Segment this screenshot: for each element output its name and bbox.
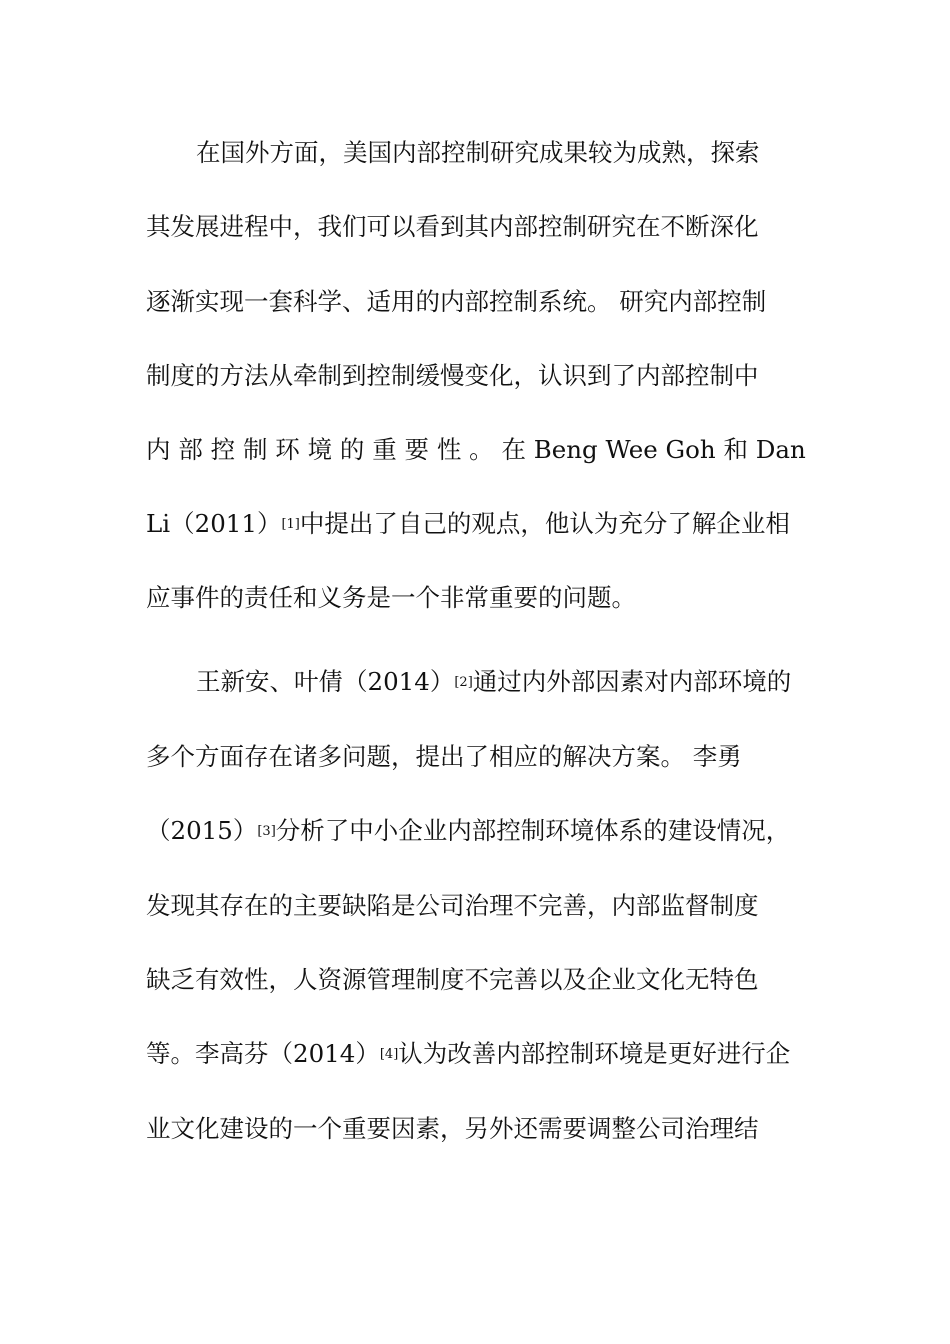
citation-1: [1] xyxy=(281,517,300,532)
paragraph-2-line-2: 多个方面存在诸多问题，提出了相应的解决方案。 李勇 xyxy=(146,742,742,771)
line-5-token: 环 xyxy=(275,435,300,464)
line-5-token: 重 xyxy=(372,435,397,464)
paragraph-1-line-2: 其发展进程中，我们可以看到其内部控制研究在不断深化 xyxy=(146,212,759,241)
paragraph-2-line-4: 发现其存在的主要缺陷是公司治理不完善，内部监督制度 xyxy=(146,891,759,920)
line-6-text-end: 中提出了自己的观点，他认为充分了解企业相 xyxy=(299,509,790,538)
p2-line-3-text-start: （2015） xyxy=(146,816,258,845)
line-5-token: 的 xyxy=(339,435,365,464)
line-5-token: Dan xyxy=(755,435,806,464)
paragraph-1-line-5 xyxy=(146,430,806,470)
p2-line-6-text-end: 认为改善内部控制环境是更好进行企 xyxy=(398,1039,791,1068)
citation-3: [3] xyxy=(257,824,276,839)
line-5-token: Wee xyxy=(605,435,658,464)
p2-line-1-text-end: 通过内外部因素对内部环境的 xyxy=(472,667,792,696)
p2-line-1-text-start: 王新安、叶倩（2014） xyxy=(196,667,455,696)
paragraph-2-line-3 xyxy=(146,811,806,851)
line-5-token: 在 xyxy=(501,435,526,464)
paragraph-1-line-4: 制度的方法从牵制到控制缓慢变化，认识到了内部控制中 xyxy=(146,361,759,390)
p2-line-3-text-end: 分析了中小企业内部控制环境体系的建设情况， xyxy=(275,816,791,845)
paragraph-2-line-1 xyxy=(196,662,806,702)
paragraph-2-line-5: 缺乏有效性，人资源管理制度不完善以及企业文化无特色 xyxy=(146,965,759,994)
line-5-token: 内 xyxy=(146,435,171,464)
paragraph-1-line-3: 逐渐实现一套科学、适用的内部控制系统。 研究内部控制 xyxy=(146,287,767,316)
paragraph-2-line-7: 业文化建设的一个重要因素，另外还需要调整公司治理结 xyxy=(146,1114,759,1143)
paragraph-1-line-1: 在国外方面，美国内部控制研究成果较为成熟，探索 xyxy=(196,138,760,167)
line-5-token: 要 xyxy=(404,435,429,464)
line-5-token: 性 xyxy=(436,435,462,464)
line-5-token: 境 xyxy=(307,435,333,464)
citation-4: [4] xyxy=(379,1047,399,1062)
line-5-token: 控 xyxy=(210,435,236,464)
line-5-token: 部 xyxy=(178,435,203,464)
paragraph-1-line-6 xyxy=(146,504,806,544)
paragraph-2-line-6 xyxy=(146,1034,806,1074)
line-5-token: 制 xyxy=(242,435,268,464)
line-6-text-start: Li（2011） xyxy=(146,509,282,538)
line-5-token: Goh xyxy=(665,435,716,464)
line-5-token: 和 xyxy=(723,435,748,464)
line-5-token: Beng xyxy=(533,435,598,464)
p2-line-6-text-start: 等。李高芬（2014） xyxy=(146,1039,380,1068)
line-5-token: 。 xyxy=(469,435,494,464)
paragraph-1-line-7: 应事件的责任和义务是一个非常重要的问题。 xyxy=(146,583,636,612)
citation-2: [2] xyxy=(454,675,473,690)
